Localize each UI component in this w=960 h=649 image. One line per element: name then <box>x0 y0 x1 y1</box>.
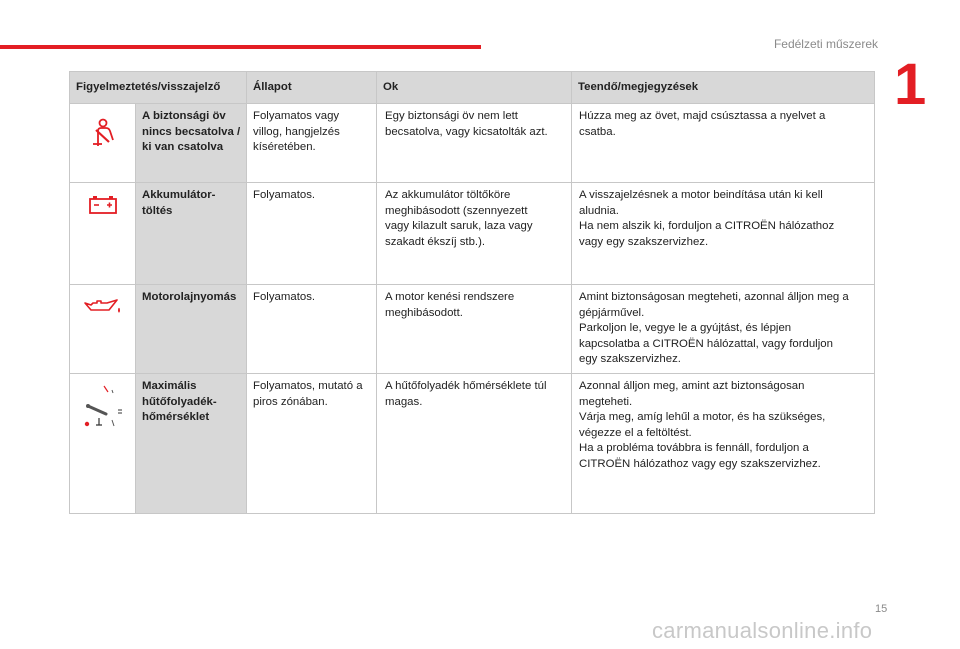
text-line: végezze el a feltöltést. <box>579 426 692 439</box>
action-cell <box>572 104 875 183</box>
text-line: piros zónában. <box>253 395 328 408</box>
text-line: villog, hangjelzés <box>253 125 340 138</box>
action-cell <box>572 374 875 514</box>
text-line: Parkoljon le, vegye le a gyújtást, és lépjen <box>579 322 792 335</box>
text-line: becsatolva, vagy kicsatolták azt. <box>385 125 548 138</box>
text-line: CITROËN hálózathoz vagy egy szakszervizhez. <box>579 457 821 470</box>
state-cell <box>247 374 377 514</box>
text-line: egy szakszervizhez. <box>579 353 681 366</box>
state-cell <box>247 104 377 183</box>
column-header-action: Teendő/megjegyzések <box>572 72 875 104</box>
column-header-state: Állapot <box>247 72 377 104</box>
header-accent-bar <box>0 45 481 49</box>
text-line: Ha nem alszik ki, forduljon a CITROËN hálózathoz <box>579 220 835 233</box>
text-line: kíséretében. <box>253 141 316 154</box>
table-header-row <box>70 72 875 104</box>
section-title: Fedélzeti műszerek <box>773 37 878 51</box>
warning-name <box>136 183 247 285</box>
icon-cell <box>70 183 136 285</box>
table-row <box>70 285 875 374</box>
text-line: Azonnal álljon meg, amint azt biztonságosan <box>579 380 805 392</box>
text-line: Folyamatos. <box>253 189 316 201</box>
action-cell <box>572 183 875 285</box>
cause-cell <box>377 183 572 285</box>
text-line: Amint biztonságosan megteheti, azonnal álljon meg a <box>579 291 849 303</box>
text-line: kapcsolatba a CITROËN hálózattal, vagy forduljon <box>579 337 833 350</box>
table-row <box>70 104 875 183</box>
cause-cell <box>377 104 572 183</box>
text-line: töltés <box>142 204 173 217</box>
text-line: Várja meg, amíg lehűl a motor, és ha szükséges, <box>579 411 826 424</box>
text-line: Folyamatos vagy <box>253 110 340 122</box>
text-line: Folyamatos. <box>253 291 316 303</box>
coolant-temperature-icon <box>70 384 135 430</box>
text-line: csatba. <box>579 125 616 138</box>
text-line: gépjárművel. <box>579 306 645 319</box>
text-line: magas. <box>385 395 423 408</box>
text-line: A biztonsági öv <box>142 110 226 122</box>
text-line: aludnia. <box>579 204 619 217</box>
column-header-cause: Ok <box>377 72 572 104</box>
text-line: A visszajelzésnek a motor beindítása után ki kell <box>579 189 823 201</box>
text-line: szakadt ékszíj stb.). <box>385 235 486 248</box>
text-line: hőmérséklet <box>142 411 210 424</box>
text-line: meghibásodott (szennyezett <box>385 204 528 217</box>
text-line: Maximális <box>142 380 197 392</box>
text-line: Egy biztonsági öv nem lett <box>385 110 518 122</box>
icon-cell <box>70 104 136 183</box>
page-number: 15 <box>875 603 888 615</box>
state-cell <box>247 183 377 285</box>
warning-name <box>136 104 247 183</box>
text-line: hűtőfolyadék- <box>142 395 217 408</box>
text-line: Ha a probléma továbbra is fennáll, forduljon a <box>579 442 809 455</box>
warning-name <box>136 285 247 374</box>
text-line: Akkumulátor- <box>142 189 216 201</box>
chapter-number: 1 <box>894 52 927 117</box>
battery-warning-icon <box>70 195 135 215</box>
warning-name <box>136 374 247 514</box>
warning-lights-table <box>69 71 875 514</box>
text-line: vagy kilazult saruk, laza vagy <box>385 220 533 233</box>
text-line: Az akkumulátor töltőköre <box>385 189 511 201</box>
action-cell <box>572 285 875 374</box>
text-line: ki van csatolva <box>142 141 224 154</box>
text-line: Húzza meg az övet, majd csúsztassa a nyelvet a <box>579 110 826 122</box>
text-line: A motor kenési rendszere <box>385 291 515 303</box>
icon-cell <box>70 285 136 374</box>
cause-cell <box>377 285 572 374</box>
watermark: carmanualsonline.info <box>652 618 873 643</box>
cause-cell <box>377 374 572 514</box>
oil-pressure-icon <box>70 299 135 315</box>
text-line: Folyamatos, mutató a <box>253 380 363 392</box>
text-line: nincs becsatolva / <box>142 125 241 138</box>
text-line: Motorolajnyomás <box>142 291 237 303</box>
text-line: meghibásodott. <box>385 306 463 319</box>
icon-cell <box>70 374 136 514</box>
table-row <box>70 183 875 285</box>
state-cell <box>247 285 377 374</box>
table-row <box>70 374 875 514</box>
column-header-warning: Figyelmeztetés/visszajelző <box>70 72 247 104</box>
text-line: vagy egy szakszervizhez. <box>579 235 709 248</box>
text-line: megteheti. <box>579 395 633 408</box>
seatbelt-warning-icon <box>70 118 135 148</box>
text-line: A hűtőfolyadék hőmérséklete túl <box>385 380 547 392</box>
